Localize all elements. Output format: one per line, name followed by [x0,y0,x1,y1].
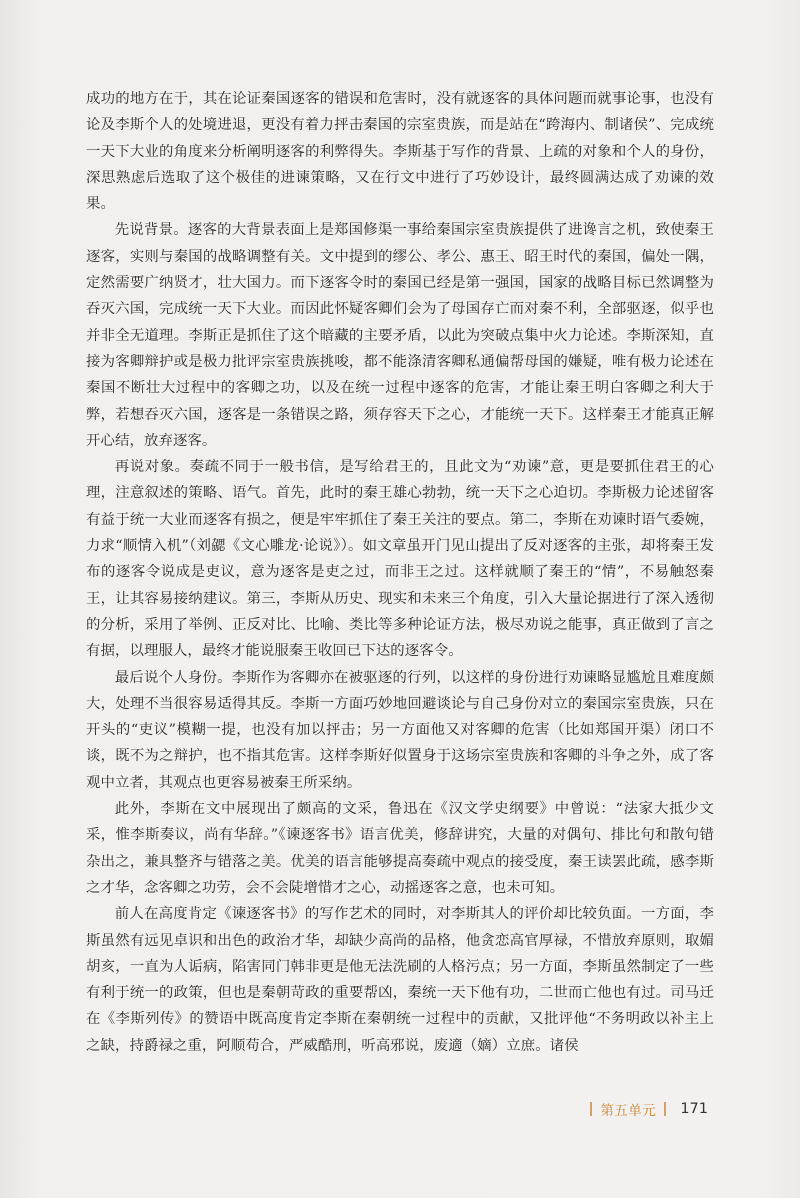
paragraph-audience: 再说对象。奏疏不同于一般书信，是写给君王的，且此文为“劝谏”意，更是要抓住君王的心理，注意叙述的策略、语气。首先，此时的秦王雄心勃勃，统一天下之心迫切。李斯极力论述留客有益于统一大业而逐客有损之，便是牢牢抓住了秦王关注的要点。第二，李斯在劝谏时语气委婉，力求“顺情入机”（刘勰《文心雕龙·论说》）。如文章虽开门见山提出了反对逐客的主张，却将秦王发布的逐客令说成是吏议，意为逐客是吏之过，而非王之过。这样就顺了秦王的“情”，不易触怒秦王，让其容易接纳建议。第三，李斯从历史、现实和未来三个角度，引入大量论据进行了深入透彻的分析，采用了举例、正反对比、比喻、类比等多种论证方法，极尽劝说之能事，真正做到了言之有据，以理服人，最终才能说服秦王收回已下达的逐客令。 [86,459,714,660]
body-text [86,86,714,1059]
page-number: 171 [680,1101,708,1117]
paragraph-background: 先说背景。逐客的大背景表面上是郑国修渠一事给秦国宗室贵族提供了进谗言之机，致使秦王逐客，实则与秦国的战略调整有关。文中提到的缪公、孝公、惠王、昭王时代的秦国，偏处一隅，定然需要广纳贤才，壮大国力。而下逐客令时的秦国已经是第一强国，国家的战略目标已然调整为吞灭六国，完成统一天下大业。而因此怀疑客卿们会为了母国存亡而对秦不利，全部驱逐，似乎也并非全无道理。李斯正是抓住了这个暗藏的主要矛盾，以此为突破点集中火力论述。李斯深知，直接为客卿辩护或是极力批评宗室贵族挑唆，都不能涤清客卿私通偏帮母国的嫌疑，唯有极力论述在秦国不断壮大过程中的客卿之功，以及在统一过程中逐客的危害，才能让秦王明白客卿之利大于弊，若想吞灭六国，逐客是一条错误之路，须存容天下之心，才能统一天下。这样秦王才能真正解开心结，放弃逐客。 [86,222,714,449]
footer-divider-left [590,1102,592,1116]
paragraph-evaluation: 前人在高度肯定《谏逐客书》的写作艺术的同时，对李斯其人的评价却比较负面。一方面，李斯虽然有远见卓识和出色的政治才华，却缺少高尚的品格，他贪恋高官厚禄，不惜放弃原则，取媚胡亥，一直为人诟病，陷害同门韩非更是他无法洗刷的人格污点；另一方面，李斯虽然制定了一些有利于统一的政策，但也是秦朝苛政的重要帮凶，秦统一天下他有功，二世而亡他也有过。司马迁在《李斯列传》的赞语中既高度肯定李斯在秦朝统一过程中的贡献，又批评他“不务明政以补主上之缺，持爵禄之重，阿顺苟合，严威酷刑，听高邪说，废適（嫡）立庶。诸侯 [86,906,714,1054]
paragraph-literary-style: 此外，李斯在文中展现出了颇高的文采，鲁迅在《汉文学史纲要》中曾说：“法家大抵少文采，惟李斯奏议，尚有华辞。”《谏逐客书》语言优美，修辞讲究，大量的对偶句、排比句和散句错杂出之，兼具整齐与错落之美。优美的语言能够提高奏疏中观点的接受度，秦王读罢此疏，感李斯之才华，念客卿之功劳，会不会陡增惜才之心，动摇逐客之意，也未可知。 [86,801,714,896]
paragraph-continued: 成功的地方在于，其在论证秦国逐客的错误和危害时，没有就逐客的具体问题而就事论事，也没有论及李斯个人的处境进退，更没有着力抨击秦国的宗室贵族，而是站在“跨海内、制诸侯”、完成统一天下大业的角度来分析阐明逐客的利弊得失。李斯基于写作的背景、上疏的对象和个人的身份，深思熟虑后选取了这个极佳的进谏策略，又在行文中进行了巧妙设计，最终圆满达成了劝谏的效果。 [86,91,714,213]
paragraph-identity: 最后说个人身份。李斯作为客卿亦在被驱逐的行列，以这样的身份进行劝谏略显尴尬且难度颇大，处理不当很容易适得其反。李斯一方面巧妙地回避谈论与自己身份对立的秦国宗室贵族，只在开头的“吏议”模糊一提，也没有加以抨击；另一方面他又对客卿的危害（比如郑国开渠）闭口不谈，既不为之辩护，也不指其危害。这样李斯好似置身于这场宗室贵族和客卿的斗争之外，成了客观中立者，其观点也更容易被秦王所采纳。 [86,669,714,791]
unit-label: 第五单元 [600,1103,657,1119]
footer-divider-right [664,1102,666,1116]
page-footer [582,1098,708,1120]
